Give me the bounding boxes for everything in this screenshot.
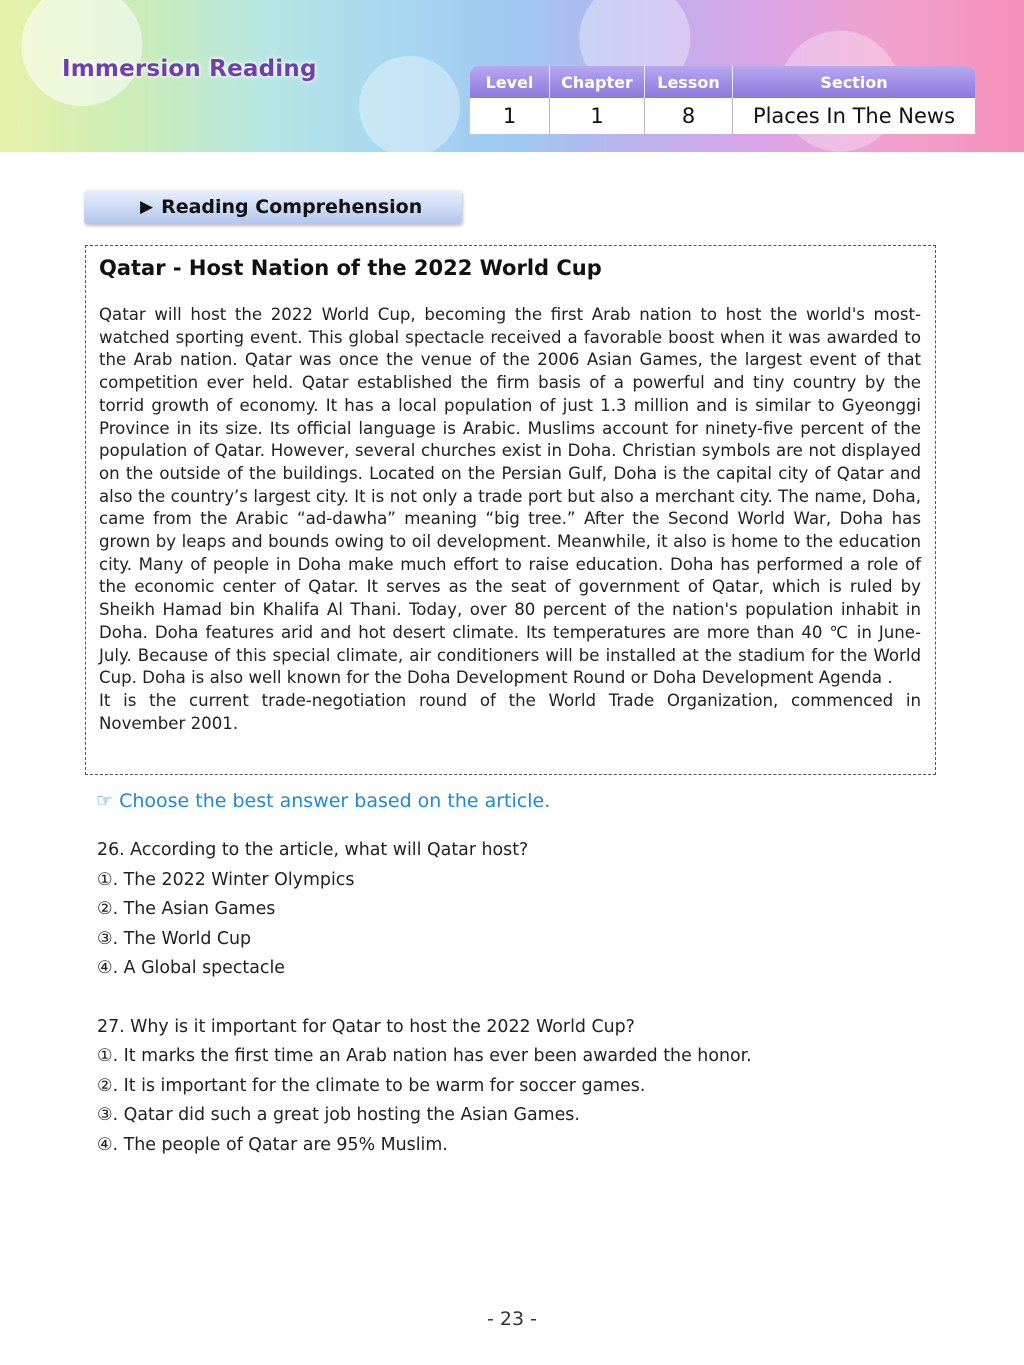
questions-list <box>97 836 937 1160</box>
lesson-value: 8 <box>645 98 733 134</box>
question-text: 26. According to the article, what will Qatar host? <box>97 840 529 860</box>
info-table-header <box>470 66 975 98</box>
question-text: 27. Why is it important for Qatar to host the 2022 World Cup? <box>97 1016 635 1037</box>
article-body: Qatar will host the 2022 World Cup, becoming the first Arab nation to host the world's most-watched sporting event. This global spectacle received a favorable boost when it was awarded to the Arab nation. Qatar was once the venue of the 2006 Asian Games, the largest event of that competition ever held. Qatar established the firm basis of a powerful and tiny country by the torrid growth of economy. It has a local population of just 1.3 million and is similar to Gyeonggi Province in its size. Its official language is Arabic. Muslims account for ninety-five percent of the population of Qatar. However, several churches exist in Doha. Christian symbols are not displayed on the outside of the buildings. Located on the Persian Gulf, Doha is the capital city of Qatar and also the country’s largest city. It is not only a trade port but also a merchant city. The name, Doha, came from the Arabic “ad-dawha” meaning “big tree.” After the Second World War, Doha has grown by leaps and bounds owing to oil development. Meanwhile, it also is home to the education city. Many of people in Doha make much effort to raise education. Doha has performed a role of the economic center of Qatar. It serves as the seat of government of Qatar, which is ruled by Sheikh Hamad bin Khalifa Al Thani. Today, over 80 percent of the nation's population inhabit in Doha. Doha features arid and hot desert climate. Its temperatures are more than 40 ℃ in June-July. Because of this special climate, air conditioners will be installed at the stadium for the World Cup. Doha is also well known for the Doha Development Round or Doha Development Agenda . <box>99 305 921 688</box>
chapter-value: 1 <box>550 98 645 134</box>
info-table-values <box>470 98 975 134</box>
answer-option[interactable]: ④. A Global spectacle <box>97 958 286 978</box>
answer-option[interactable]: ①. The 2022 Winter Olympics <box>97 869 355 890</box>
reading-comprehension-label <box>84 190 462 224</box>
answer-option[interactable]: ①. It marks the first time an Arab nation has ever been awarded the honor. <box>97 1046 752 1066</box>
question-27 <box>97 1013 937 1161</box>
answer-option[interactable]: ③. Qatar did such a great job hosting the Asian Games. <box>97 1105 580 1125</box>
col-level-header: Level <box>470 66 550 98</box>
answer-option[interactable]: ④. The people of Qatar are 95% Muslim. <box>97 1134 448 1155</box>
instruction-text: ☞ Choose the best answer based on the article. <box>96 790 551 812</box>
col-section-header: Section <box>820 72 888 92</box>
col-chapter-header: Chapter <box>550 66 645 98</box>
page-number: - 23 - <box>487 1308 537 1330</box>
section-value: Places In The News <box>752 104 956 128</box>
answer-option[interactable]: ②. It is important for the climate to be warm for soccer games. <box>97 1075 646 1096</box>
level-value: 1 <box>470 98 550 134</box>
question-26 <box>97 836 937 984</box>
article-body-continued: It is the current trade-negotiation round of the World Trade Organization, commenced in November 2001. <box>99 690 921 733</box>
header-banner <box>0 0 1024 152</box>
col-lesson-header: Lesson <box>645 66 733 98</box>
play-triangle-icon: ▶ <box>140 197 154 217</box>
section-label-text: Reading Comprehension <box>161 196 423 218</box>
article-box <box>85 245 936 775</box>
question-spacer <box>97 984 937 1013</box>
brand-title: Immersion Reading <box>62 56 317 82</box>
lesson-info-table <box>470 66 975 134</box>
answer-option[interactable]: ②. The Asian Games <box>97 899 276 919</box>
article-title: Qatar - Host Nation of the 2022 World Cup <box>99 256 602 280</box>
answer-option[interactable]: ③. The World Cup <box>97 928 252 949</box>
